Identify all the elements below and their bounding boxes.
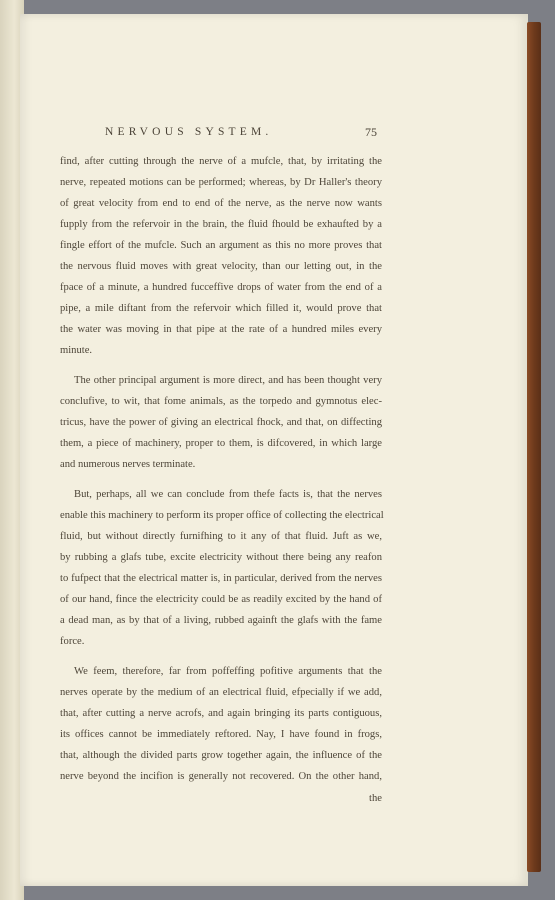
text-line: find, after cutting through the nerve of a mufcle, that, by irritating the <box>60 156 382 167</box>
text-line: fingle effort of the mufcle. Such an argument as this no more proves that <box>60 240 382 251</box>
text-line: by rubbing a glafs tube, excite electricity without there being any reafon <box>60 552 382 563</box>
text-line: to fufpect that the electrical matter is, in particular, derived from the nerves <box>60 573 382 584</box>
text-line: conclufive, to wit, that fome animals, as the torpedo and gymnotus elec- <box>60 396 382 407</box>
text-line: fluid, but without directly furnifhing to it any of that fluid. Juft as we, <box>60 531 382 542</box>
running-title: NERVOUS SYSTEM. <box>105 126 273 138</box>
text-line: fupply from the refervoir in the brain, the fluid fhould be exhaufted by a <box>60 219 382 230</box>
book-spine <box>527 22 541 872</box>
text-line: that, after cutting a nerve acrofs, and again bringing its parts contiguous, <box>60 708 382 719</box>
text-line: enable this machinery to perform its proper office of collecting the electrical <box>60 510 384 521</box>
text-line: We feem, therefore, far from poffeffing pofitive arguments that the <box>74 666 382 677</box>
text-line: pipe, a mile diftant from the refervoir which filled it, would prove that <box>60 303 382 314</box>
text-line: nerve beyond the incifion is generally not recovered. On the other hand, <box>60 771 382 782</box>
text-line: But, perhaps, all we can conclude from thefe facts is, that the nerves <box>74 489 382 500</box>
text-line: the water was moving in that pipe at the rate of a hundred miles every <box>60 324 382 335</box>
text-line: force. <box>60 636 85 647</box>
running-header <box>105 126 377 138</box>
page-number: 75 <box>365 125 377 139</box>
text-line: of our hand, fince the electricity could be as readily excited by the hand of <box>60 594 382 605</box>
text-line: minute. <box>60 345 93 356</box>
text-line: The other principal argument is more direct, and has been thought very <box>74 375 382 386</box>
text-line: its offices cannot be immediately reftored. Nay, I have found in frogs, <box>60 729 382 740</box>
text-line: fpace of a minute, a hundred fucceffive drops of water from the end of a <box>60 282 382 293</box>
text-line: that, although the divided parts grow together again, the influence of the <box>60 750 382 761</box>
text-line: a dead man, as by that of a living, rubbed againft the glafs with the fame <box>60 615 382 626</box>
text-line: tricus, have the power of giving an electrical fhock, and that, on diffecting <box>60 417 382 428</box>
text-line: them, a piece of machinery, proper to them, is difcovered, in which large <box>60 438 382 449</box>
text-line: of great velocity from end to end of the nerve, as the nerve now wants <box>60 198 382 209</box>
text-line: nerve, repeated motions can be performed; whereas, by Dr Haller's theory <box>60 177 382 188</box>
text-line: and numerous nerves terminate. <box>60 459 196 470</box>
catchword: the <box>369 793 382 804</box>
text-line: the nervous fluid moves with great velocity, than our letting out, in the <box>60 261 382 272</box>
text-line: nerves operate by the medium of an electrical fluid, efpecially if we add, <box>60 687 382 698</box>
